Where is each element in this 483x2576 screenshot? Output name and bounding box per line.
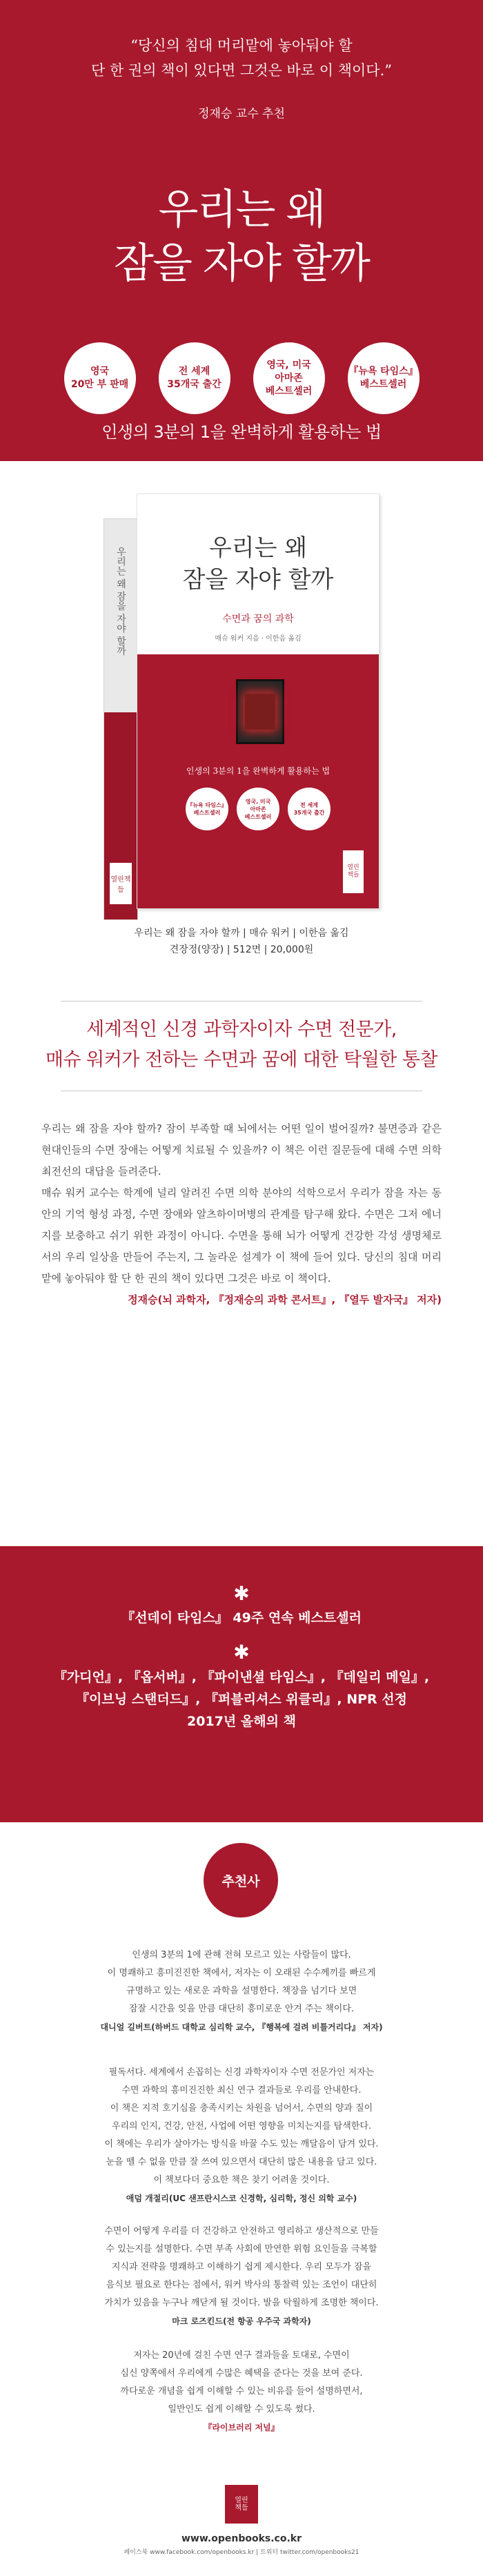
title-line-1: 우리는 왜: [158, 186, 325, 234]
review-3-line: 수면이 어떻게 우리를 더 건강하고 안전하고 영리하고 생산적으로 만들: [104, 2226, 379, 2236]
award-line-2: 『가디언』, 『옵서버』, 『파이낸셜 타임스』, 『데일리 메일』,: [53, 1670, 430, 1685]
spine-logo: 열린책들: [110, 863, 132, 904]
award-line-1: 『선데이 타임스』 49주 연속 베스트셀러: [121, 1610, 362, 1626]
description-credit: 정재승(뇌 과학자, 『정재승의 과학 콘서트』, 『열두 발자국』 저자): [128, 1294, 442, 1306]
hero-subtitle: 인생의 3분의 1을 완벽하게 활용하는 법: [101, 422, 382, 442]
badge-35-countries: 전 세계 35개국 출간: [159, 342, 230, 414]
review-2-line: 우리의 인지, 건강, 안전, 사업에 어떤 영향을 미치는지를 탐색한다.: [111, 2121, 372, 2131]
review-1-author: 대니얼 길버트(하버드 대학교 심리학 교수, 『행복에 걸려 비틀거리다』 저자): [100, 2022, 383, 2032]
asterisk-icon: ✱: [233, 1582, 250, 1605]
awards-section: [0, 1546, 483, 1822]
review-4-line: 심신 양쪽에서 우리에게 수많은 혜택을 준다는 것을 보여 준다.: [120, 2368, 363, 2379]
review-3-line: 가치가 있음을 누구나 깨닫게 될 것이다. 발을 탁월하게 조명한 책이다.: [104, 2298, 379, 2308]
cover-title-line-1: 우리는 왜: [208, 534, 308, 562]
cover-title-line-2: 잠을 자야 할까: [182, 566, 334, 594]
book-cover: [137, 494, 379, 909]
review-4-line: 까다로운 개념을 쉽게 이해할 수 있는 비유를 들어 설명하면서,: [120, 2386, 363, 2397]
review-4: [0, 2347, 483, 2437]
hero-quote: [41, 33, 442, 83]
page-title: [0, 183, 483, 291]
award-line-3: 『이브닝 스탠더드』, 『퍼블리셔스 위클리』, NPR 선정: [76, 1692, 407, 1707]
review-2-line: 이 책은 지적 호기심을 충족시키는 차원을 넘어서, 수면의 양과 질이: [110, 2103, 373, 2114]
cover-badge-nyt: 『뉴욕 타임스』 베스트셀러: [186, 788, 228, 830]
badge-uk-sales: 영국 20만 부 판매: [64, 342, 136, 414]
title-line-2: 잠을 자야 할까: [114, 240, 369, 288]
divider-top: [61, 1001, 422, 1002]
review-2-author: 애덤 개절리(UC 샌프란시스코 신경학, 심리학, 정신 의학 교수): [126, 2194, 357, 2203]
book-image: [103, 494, 379, 911]
hero-section: [0, 0, 483, 461]
award-block-2: [0, 1643, 483, 1733]
review-2-line: 필독서다. 세계에서 손꼽히는 신경 과학자이자 수면 전문가인 저자는: [108, 2067, 375, 2078]
quote-line-1: “당신의 침대 머리맡에 놓아둬야 할: [130, 37, 353, 54]
cover-badges: [137, 788, 379, 830]
cover-tagline: 인생의 3분의 1을 완벽하게 활용하는 법: [186, 766, 331, 776]
cover-subtitle: 수면과 꿈의 과학: [222, 614, 294, 625]
review-1-line: 인생의 3분의 1에 관해 전혀 모르고 있는 사람들이 많다.: [132, 1950, 351, 1960]
recommendation-badge: 추천사: [204, 1843, 278, 1918]
cover-window-illustration: [236, 679, 284, 744]
recommender: 정재승 교수 추천: [198, 107, 285, 121]
review-3-line: 수 있는지를 설명한다. 수면 부족 사회에 만연한 위험 요인들을 극복할: [106, 2244, 377, 2254]
review-3-line: 음식보 필요로 한다는 점에서, 워커 박사의 통찰력 있는 조언이 대단히: [106, 2280, 377, 2290]
review-3: [0, 2223, 483, 2330]
cover-author: 매슈 워커 지음 · 이한음 옮김: [215, 635, 302, 643]
cover-title: [137, 532, 379, 596]
review-3-line: 지식과 전략을 명쾌하고 이해하기 쉽게 제시한다. 우리 모두가 잠을: [111, 2262, 372, 2272]
description-paragraph-1: 우리는 왜 잠을 자야 할까? 잠이 부족할 때 뇌에서는 어떤 일이 벌어질까? 불면증과 같은 현대인들의 수면 장애는 어떻게 치료될 수 있을까? 이 책은 이런 질문들에 대해 수면 의학 최전선의 대답을 들려준다.: [41, 1122, 442, 1178]
badge-nyt-bestseller: 『뉴욕 타임스』 베스트셀러: [348, 342, 420, 414]
review-2-line: 수면 과학의 흥미진진한 최신 연구 결과들로 우리를 안내한다.: [121, 2085, 362, 2096]
headline-line-2: 매슈 워커가 전하는 수면과 꿈에 대한 탁월한 통찰: [45, 1049, 438, 1071]
book-info-line-2: 견장정(양장) | 512면 | 20,000원: [169, 944, 314, 955]
headline-line-1: 세계적인 신경 과학자이자 수면 전문가,: [86, 1019, 397, 1040]
cover-badge-amazon: 영국, 미국 아마존 베스트셀러: [237, 788, 279, 830]
spine-title: 우리는 왜 잠을 자야 할까: [115, 547, 126, 656]
review-2-line: 눈을 뗄 수 없을 만큼 잘 쓰여 있으면서 대단히 많은 내용을 담고 있다.: [106, 2157, 377, 2167]
book-info-line-1: 우리는 왜 잠을 자야 할까 | 매슈 워커 | 이한음 옮김: [134, 928, 349, 939]
review-4-line: 일반인도 쉽게 이해할 수 있도록 썼다.: [168, 2404, 315, 2414]
review-1-line: 이 명쾌하고 흥미진진한 책에서, 저자는 이 오래된 수수께끼를 빠르게: [107, 1968, 376, 1978]
review-4-line: 저자는 20년에 걸친 수면 연구 결과들을 토대로, 수면이: [133, 2350, 350, 2361]
book-spine: [103, 518, 138, 920]
review-1-line: 잠잘 시간을 잊을 만큼 대단히 흥미로운 안겨 주는 책이다.: [128, 2004, 355, 2014]
asterisk-icon: ✱: [233, 1641, 250, 1663]
footer: [0, 2485, 483, 2556]
review-2: [0, 2064, 483, 2207]
footer-social[interactable]: 페이스북 www.facebook.com/openbooks.kr | 트위터 twitter.com/openbooks21: [124, 2549, 359, 2556]
award-block-1: [0, 1584, 483, 1626]
footer-url[interactable]: www.openbooks.co.kr: [181, 2533, 302, 2544]
description: [41, 1118, 442, 1311]
review-4-author: 『라이브러리 저널』: [204, 2423, 279, 2432]
review-1: [0, 1946, 483, 2036]
review-2-line: 이 책보다더 중요한 책은 찾기 어려울 것이다.: [153, 2175, 330, 2185]
headline: [0, 1015, 483, 1075]
publisher-logo: 열린 책들: [343, 850, 364, 893]
review-3-author: 마크 로즈킨드(전 항공 우주국 과학자): [172, 2316, 311, 2326]
book-info: [0, 925, 483, 958]
award-line-4: 2017년 올해의 책: [187, 1714, 296, 1729]
quote-line-2: 단 한 권의 책이 있다면 그것은 바로 이 책이다.”: [91, 62, 392, 79]
hero-badges: [0, 342, 483, 414]
review-1-line: 규명하고 있는 새로운 과학을 설명한다. 책장을 넘기다 보면: [126, 1986, 357, 1996]
description-paragraph-2: 매슈 워커 교수는 학계에 널리 알려진 수면 의학 분야의 석학으로서 우리가 잠을 자는 동안의 기억 형성 과정, 수면 장애와 알츠하이머병의 관계를 탐구해 왔다. 수면은 그저 에너지를 보충하고 쉬기 위한 과정이 아니다. 수면을 통해 뇌가 어떻게 건강한 각성 생명체로서의 우리 일상을 만들어 주는지, 그 놀라운 설계가 이 책에 들어 있다. 당신의 침대 머리맡에 놓아둬야 할 단 한 권의 책이 있다면 그것은 바로 이 책이다.: [41, 1187, 442, 1285]
badge-amazon-bestseller: 영국, 미국 아마존 베스트셀러: [253, 342, 325, 414]
review-2-line: 이 책에는 우리가 살아가는 방식을 바꿀 수도 있는 깨달음이 담겨 있다.: [104, 2139, 379, 2149]
footer-logo: 열린 책들: [225, 2485, 258, 2524]
cover-badge-countries: 전 세계 35개국 출간: [288, 788, 331, 830]
